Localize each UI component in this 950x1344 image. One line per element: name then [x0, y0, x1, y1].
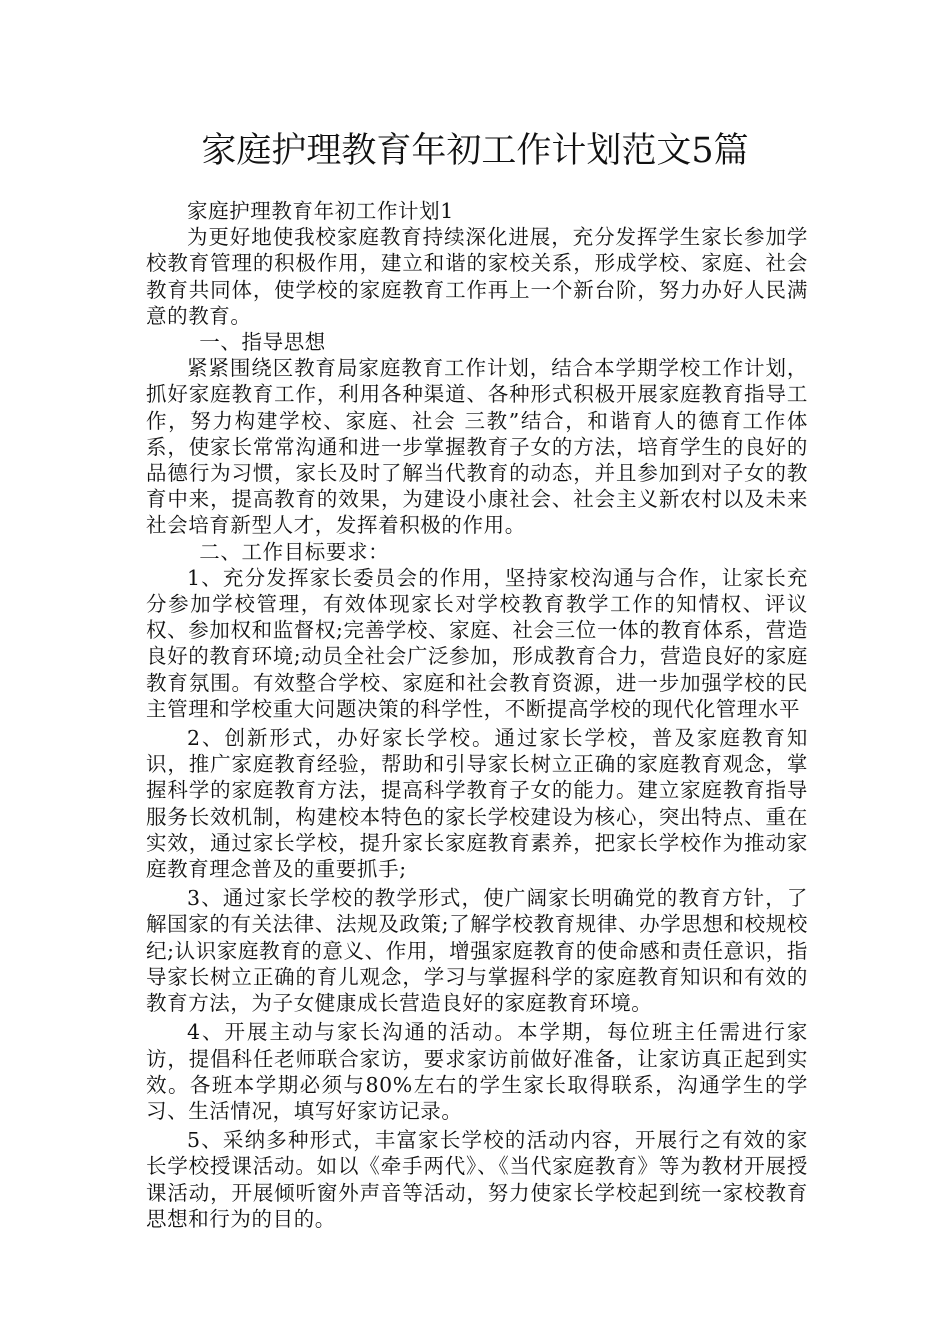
guiding-thought-paragraph: 紧紧围绕区教育局家庭教育工作计划，结合本学期学校工作计划，抓好家庭教育工作，利用各种渠道、各种形式积极开展家庭教育指导工作，努力构建学校、家庭、社会 三教”结合，和谐育人的德育工作体系，使家长常常沟通和进一步掌握教育子女的方法，培育学生的良好的品德行为习惯，家长及时了解当代教育的动态，并且参加到对子女的教育中来，提高教育的效果，为建设小康社会、社会主义新农村以及未来社会培育新型人才，发挥着积极的作用。	[146, 356, 808, 538]
document-body	[146, 198, 808, 1232]
document-subtitle: 家庭护理教育年初工作计划1	[187, 199, 454, 223]
section-heading-guiding-thought: 一、指导思想	[199, 330, 326, 355]
section-heading-work-goals: 二、工作目标要求：	[199, 539, 390, 564]
goal-item-4: 4、开展主动与家长沟通的活动。本学期，每位班主任需进行家访，提倡科任老师联合家访，要求家访前做好准备，让家访真正起到实效。各班本学期必须与80%左右的学生家长取得联系，沟通学生的学习、生活情况，填写好家访记录。	[146, 1020, 808, 1123]
document-title: 家庭护理教育年初工作计划范文5篇	[201, 131, 749, 171]
goal-item-3: 3、通过家长学校的教学形式，使广阔家长明确党的教育方针，了解国家的有关法律、法规及政策;了解学校教育规律、办学思想和校规校纪;认识家庭教育的意义、作用，增强家庭教育的使命感和责任意识，指导家长树立正确的育儿观念，学习与掌握科学的家庭教育知识和有效的教育方法，为子女健康成长营造良好的家庭教育环境。	[146, 886, 808, 1016]
goal-item-2: 2、创新形式，办好家长学校。通过家长学校，普及家庭教育知识，推广家庭教育经验，帮助和引导家长树立正确的家庭教育观念，掌握科学的家庭教育方法，提高科学教育子女的能力。建立家庭教育指导服务长效机制，构建校本特色的家长学校建设为核心，突出特点、重在实效，通过家长学校，提升家长家庭教育素养，把家长学校作为推动家庭教育理念普及的重要抓手;	[146, 726, 808, 882]
intro-paragraph: 为更好地使我校家庭教育持续深化进展，充分发挥学生家长参加学校教育管理的积极作用，建立和谐的家校关系，形成学校、家庭、社会教育共同体，使学校的家庭教育工作再上一个新台阶，努力办好人民满意的教育。	[146, 225, 808, 328]
goal-item-1: 1、充分发挥家长委员会的作用，坚持家校沟通与合作，让家长充分参加学校管理，有效体现家长对学校教育教学工作的知情权、评议权、参加权和监督权;完善学校、家庭、社会三位一体的教育体系，营造良好的教育环境;动员全社会广泛参加，形成教育合力，营造良好的家庭教育氛围。有效整合学校、家庭和社会教育资源，进一步加强学校的民主管理和学校重大问题决策的科学性，不断提高学校的现代化管理水平	[146, 565, 808, 721]
goal-item-5: 5、采纳多种形式，丰富家长学校的活动内容，开展行之有效的家长学校授课活动。如以《牵手两代》、《当代家庭教育》等为教材开展授课活动，开展倾听窗外声音等活动，努力使家长学校起到统一家校教育思想和行为的目的。	[146, 1128, 808, 1231]
